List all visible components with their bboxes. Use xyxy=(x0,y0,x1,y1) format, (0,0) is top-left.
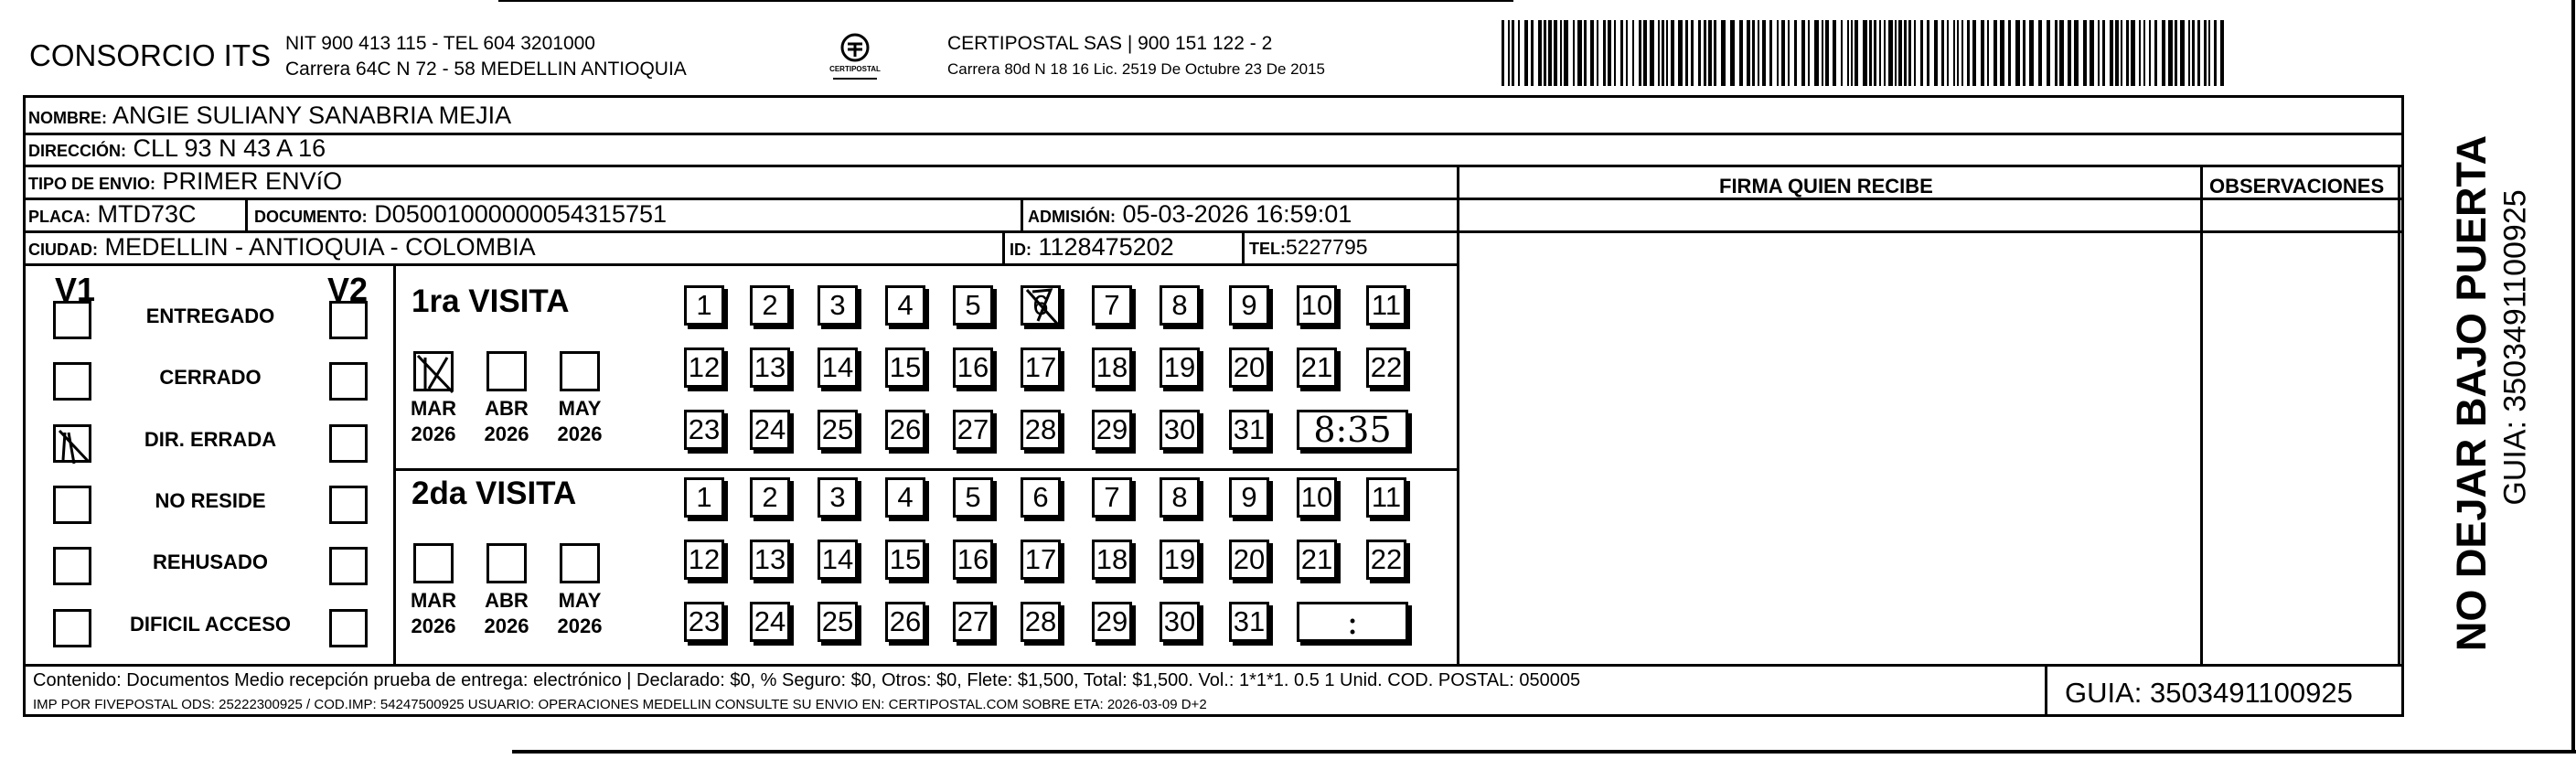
day-box[interactable]: 14 xyxy=(818,347,858,388)
day-box[interactable]: 17 xyxy=(1021,347,1061,388)
scan-edge-right xyxy=(2571,0,2575,754)
name-label: NOMBRE: xyxy=(28,109,107,127)
day-box[interactable]: 23 xyxy=(684,410,724,450)
barcode-bar xyxy=(1914,20,1916,86)
barcode-bar xyxy=(1678,20,1683,86)
status-label: ENTREGADO xyxy=(145,305,275,327)
barcode-bar xyxy=(1721,20,1726,86)
barcode-bar xyxy=(1747,20,1750,86)
day-box[interactable]: 11 xyxy=(1366,285,1406,326)
observations-header: OBSERVACIONES xyxy=(2209,175,2385,198)
barcode-bar xyxy=(2168,20,2173,86)
barcode-bar xyxy=(2023,20,2026,86)
tracking-barcode xyxy=(1502,20,2224,86)
barcode-bar xyxy=(1662,20,1664,86)
no-under-door-notice: NO DEJAR BAJO PUERTA xyxy=(2448,134,2495,652)
v2-checkbox[interactable] xyxy=(329,424,368,463)
barcode-bar xyxy=(1564,20,1568,86)
barcode-bar xyxy=(1874,20,1876,86)
barcode-bar xyxy=(1972,20,1976,86)
day-box[interactable]: 7 xyxy=(1092,285,1132,326)
barcode-bar xyxy=(2188,20,2190,86)
barcode-bar xyxy=(1801,20,1805,86)
observations-area[interactable] xyxy=(2204,201,2397,663)
plate-value: MTD73C xyxy=(97,200,197,228)
v2-header: V2 xyxy=(327,271,369,308)
barcode-bar xyxy=(1708,20,1712,86)
month-label: MAR xyxy=(410,589,457,612)
day-box[interactable]: 30 xyxy=(1160,410,1200,450)
day-box[interactable]: 15 xyxy=(885,540,925,580)
document-cell xyxy=(254,200,667,229)
barcode-bar xyxy=(1895,20,1897,86)
month-checkbox[interactable] xyxy=(413,543,454,583)
v2-checkbox[interactable] xyxy=(329,609,368,647)
day-box[interactable]: 26 xyxy=(885,410,925,450)
recipient-address: CLL 93 N 43 A 16 xyxy=(133,134,326,162)
day-box[interactable]: 13 xyxy=(750,540,790,580)
barcode-bar xyxy=(2008,20,2011,86)
day-box[interactable]: 31 xyxy=(1229,410,1269,450)
city-label: CIUDAD: xyxy=(28,241,98,259)
company-nit: NIT 900 413 115 - TEL 604 3201000 xyxy=(285,33,595,54)
barcode-bar xyxy=(1548,20,1552,86)
signature-header: FIRMA QUIEN RECIBE xyxy=(1719,175,1933,198)
day-box[interactable]: 29 xyxy=(1092,602,1132,642)
admission-cell xyxy=(1028,200,1352,229)
barcode-bar xyxy=(1584,20,1587,86)
v1-checkbox[interactable] xyxy=(53,424,91,463)
status-label: DIR. ERRADA xyxy=(144,428,277,451)
barcode-bar xyxy=(1863,20,1867,86)
plate-cell xyxy=(28,200,197,229)
day-box[interactable]: 28 xyxy=(1021,602,1061,642)
document-label: DOCUMENTO: xyxy=(254,208,368,226)
scan-edge-bottom xyxy=(512,750,2576,754)
barcode-bar xyxy=(2059,20,2064,86)
day-box[interactable]: 16 xyxy=(953,540,993,580)
day-box[interactable]: 19 xyxy=(1160,347,1200,388)
barcode-bar xyxy=(1788,20,1790,86)
city-value: MEDELLIN - ANTIOQUIA - COLOMBIA xyxy=(104,233,536,261)
barcode-bar xyxy=(1518,20,1520,86)
name-row xyxy=(28,102,511,130)
day-box[interactable]: 28 xyxy=(1021,410,1061,450)
barcode-bar xyxy=(1927,20,1929,86)
side-guide-number: GUIA: 3503491100925 xyxy=(2497,189,2533,506)
barcode-bar xyxy=(1908,20,1911,86)
v1-checkbox[interactable] xyxy=(53,486,91,524)
barcode-bar xyxy=(1650,20,1654,86)
second-visit-title: 2da VISITA xyxy=(412,476,577,511)
day-box[interactable]: 15 xyxy=(885,347,925,388)
day-box[interactable]: 17 xyxy=(1021,540,1061,580)
barcode-bar xyxy=(2090,20,2094,86)
certipostal-logo xyxy=(828,31,882,82)
barcode-bar xyxy=(1639,20,1641,86)
v2-checkbox[interactable] xyxy=(329,362,368,401)
barcode-bar xyxy=(1502,20,1504,86)
day-box[interactable]: 10 xyxy=(1297,477,1337,518)
id-label: ID: xyxy=(1010,241,1031,259)
day-box[interactable]: 14 xyxy=(818,540,858,580)
year-label: 2026 xyxy=(484,422,529,445)
barcode-bar xyxy=(1758,20,1759,86)
month-label: ABR xyxy=(485,397,529,420)
month-checkbox[interactable] xyxy=(413,351,454,391)
barcode-bar xyxy=(2126,20,2129,86)
month-checkbox[interactable] xyxy=(486,351,527,391)
barcode-bar xyxy=(2139,20,2141,86)
barcode-bar xyxy=(2180,20,2185,86)
day-box[interactable]: 5 xyxy=(953,477,993,518)
day-box[interactable]: 9 xyxy=(1229,285,1269,326)
day-box[interactable]: 10 xyxy=(1297,285,1337,326)
barcode-bar xyxy=(1597,20,1598,86)
year-label: 2026 xyxy=(411,422,456,445)
v2-checkbox[interactable] xyxy=(329,547,368,585)
barcode-bar xyxy=(2083,20,2087,86)
barcode-bar xyxy=(1573,20,1575,86)
second-visit-time[interactable]: : xyxy=(1297,602,1408,642)
month-checkbox[interactable] xyxy=(560,543,600,583)
first-visit-time[interactable]: 8:35 xyxy=(1297,410,1408,450)
print-info-line: IMP POR FIVEPOSTAL ODS: 25222300925 / COD.IMP: 54247500925 USUARIO: OPERACIONES MEDELLIN CONSULTE SU ENVIO EN: CERTIPOSTAL.COM SOBRE ETA: 2026-03-09 D+2 xyxy=(33,697,1207,712)
barcode-bar xyxy=(1814,20,1819,86)
barcode-bar xyxy=(1643,20,1647,86)
day-box[interactable]: 22 xyxy=(1366,540,1406,580)
day-box[interactable]: 11 xyxy=(1366,477,1406,518)
barcode-bar xyxy=(2115,20,2119,86)
shipment-label: TIPO DE ENVIO: xyxy=(28,175,156,193)
day-box[interactable]: 18 xyxy=(1092,540,1132,580)
barcode-bar xyxy=(1777,20,1779,86)
barcode-bar xyxy=(1524,20,1528,86)
barcode-bar xyxy=(2214,20,2217,86)
day-box[interactable]: 13 xyxy=(750,347,790,388)
barcode-bar xyxy=(1762,20,1766,86)
barcode-bar xyxy=(2102,20,2105,86)
day-box[interactable]: 20 xyxy=(1229,540,1269,580)
day-box[interactable]: 9 xyxy=(1229,477,1269,518)
barcode-bar xyxy=(1769,20,1772,86)
barcode-bar xyxy=(1879,20,1881,86)
day-box[interactable]: 27 xyxy=(953,602,993,642)
barcode-bar xyxy=(1961,20,1963,86)
barcode-bar xyxy=(1904,20,1907,86)
status-label: DIFICIL ACCESO xyxy=(129,613,291,636)
barcode-bar xyxy=(2029,20,2034,86)
barcode-bar xyxy=(1691,20,1694,86)
barcode-bar xyxy=(1825,20,1829,86)
barcode-bar xyxy=(2143,20,2145,86)
scan-edge-top xyxy=(498,0,1513,2)
barcode-bar xyxy=(2154,20,2157,86)
barcode-bar xyxy=(2121,20,2122,86)
v1-checkbox[interactable] xyxy=(53,362,91,401)
tel-label: TEL: xyxy=(1249,240,1286,258)
barcode-bar xyxy=(1538,20,1542,86)
barcode-bar xyxy=(2047,20,2050,86)
id-cell xyxy=(1010,233,1174,262)
plate-label: PLACA: xyxy=(28,208,91,226)
barcode-bar xyxy=(2220,20,2224,86)
barcode-bar xyxy=(1714,20,1716,86)
month-label: ABR xyxy=(485,589,529,612)
day-box[interactable]: 21 xyxy=(1297,540,1337,580)
day-box[interactable]: 2 xyxy=(750,477,790,518)
barcode-bar xyxy=(1851,20,1853,86)
city-cell xyxy=(28,233,536,262)
day-box[interactable]: 1 xyxy=(684,477,724,518)
barcode-bar xyxy=(1884,20,1886,86)
barcode-bar xyxy=(1869,20,1872,86)
barcode-bar xyxy=(2038,20,2042,86)
admission-label: ADMISIÓN: xyxy=(1028,208,1116,226)
contents-line: Contenido: Documentos Medio recepción prueba de entrega: electrónico | Declarado: $0, % Seguro: $0, Otros: $0, Flete: $1,500, Total: $1,500. Vol.: 1*1*1. 0.5 1 Unid. COD. POSTAL: 050005 xyxy=(33,670,1581,690)
day-box[interactable]: 19 xyxy=(1160,540,1200,580)
day-box[interactable]: 7 xyxy=(1092,477,1132,518)
barcode-bar xyxy=(1554,20,1557,86)
barcode-bar xyxy=(1685,20,1688,86)
barcode-bar xyxy=(1833,20,1836,86)
day-box[interactable]: 24 xyxy=(750,602,790,642)
day-box[interactable]: 31 xyxy=(1229,602,1269,642)
id-value: 1128475202 xyxy=(1038,233,1174,261)
barcode-bar xyxy=(2197,20,2200,86)
barcode-bar xyxy=(1577,20,1582,86)
barcode-bar xyxy=(1855,20,1858,86)
day-box[interactable]: 1 xyxy=(684,285,724,326)
day-box[interactable]: 5 xyxy=(953,285,993,326)
barcode-bar xyxy=(2131,20,2135,86)
day-box[interactable] xyxy=(1021,285,1061,326)
v2-checkbox[interactable] xyxy=(329,486,368,524)
day-box[interactable]: 4 xyxy=(885,285,925,326)
day-box[interactable]: 25 xyxy=(818,410,858,450)
v1-checkbox[interactable] xyxy=(53,547,91,585)
day-box[interactable]: 27 xyxy=(953,410,993,450)
day-box[interactable]: 23 xyxy=(684,602,724,642)
month-label: MAR xyxy=(410,397,457,420)
barcode-bar xyxy=(1614,20,1616,86)
address-label: DIRECCIÓN: xyxy=(28,142,126,160)
admission-value: 05-03-2026 16:59:01 xyxy=(1122,200,1352,228)
day-box[interactable]: 8 xyxy=(1160,477,1200,518)
v2-checkbox[interactable] xyxy=(329,301,368,339)
company-name: CONSORCIO ITS xyxy=(29,38,272,72)
day-box[interactable]: 12 xyxy=(684,347,724,388)
barcode-bar xyxy=(1730,20,1735,86)
tel-cell xyxy=(1249,235,1368,260)
document-value: D05001000000054315751 xyxy=(374,200,668,228)
address-row xyxy=(28,134,326,163)
barcode-bar xyxy=(1981,20,1984,86)
day-box[interactable]: 30 xyxy=(1160,602,1200,642)
day-box[interactable]: 8 xyxy=(1160,285,1200,326)
barcode-bar xyxy=(1941,20,1944,86)
barcode-bar xyxy=(1752,20,1755,86)
status-label: CERRADO xyxy=(159,366,262,389)
barcode-bar xyxy=(1704,20,1706,86)
barcode-bar xyxy=(2074,20,2079,86)
company-address: Carrera 64C N 72 - 58 MEDELLIN ANTIOQUIA xyxy=(285,59,687,80)
barcode-bar xyxy=(2149,20,2151,86)
barcode-bar xyxy=(1888,20,1893,86)
barcode-bar xyxy=(2162,20,2165,86)
month-label: MAY xyxy=(558,589,602,612)
v1-header: V1 xyxy=(55,271,96,308)
shipment-type: PRIMER ENVíO xyxy=(162,167,343,195)
barcode-bar xyxy=(2192,20,2195,86)
barcode-bar xyxy=(1671,20,1674,86)
barcode-bar xyxy=(1822,20,1823,86)
day-box[interactable]: 25 xyxy=(818,602,858,642)
day-box[interactable]: 24 xyxy=(750,410,790,450)
barcode-bar xyxy=(1603,20,1606,86)
barcode-bar xyxy=(2068,20,2071,86)
day-box[interactable]: 4 xyxy=(885,477,925,518)
day-box[interactable]: 12 xyxy=(684,540,724,580)
day-box[interactable]: 18 xyxy=(1092,347,1132,388)
status-label: NO RESIDE xyxy=(155,489,266,512)
barcode-bar xyxy=(1698,20,1701,86)
year-label: 2026 xyxy=(484,615,529,637)
footer-guide-number: GUIA: 3503491100925 xyxy=(2065,677,2353,709)
barcode-bar xyxy=(1947,20,1949,86)
day-box[interactable]: 26 xyxy=(885,602,925,642)
barcode-bar xyxy=(1739,20,1743,86)
barcode-bar xyxy=(1808,20,1810,86)
month-checkbox[interactable] xyxy=(560,351,600,391)
status-label: REHUSADO xyxy=(153,551,268,573)
svg-text:CERTIPOSTAL: CERTIPOSTAL xyxy=(829,65,881,73)
year-label: 2026 xyxy=(411,615,456,637)
v1-checkbox[interactable] xyxy=(53,609,91,647)
day-box[interactable]: 3 xyxy=(818,477,858,518)
barcode-bar xyxy=(2000,20,2004,86)
barcode-bar xyxy=(1898,20,1902,86)
barcode-bar xyxy=(1508,20,1510,86)
barcode-bar xyxy=(1794,20,1797,86)
day-box[interactable]: 2 xyxy=(750,285,790,326)
barcode-bar xyxy=(1620,20,1623,86)
barcode-bar xyxy=(1626,20,1628,86)
day-number: 6 xyxy=(1032,289,1049,321)
barcode-bar xyxy=(1560,20,1562,86)
barcode-bar xyxy=(1993,20,1997,86)
day-box[interactable]: 3 xyxy=(818,285,858,326)
barcode-bar xyxy=(1847,20,1849,86)
barcode-bar xyxy=(1841,20,1843,86)
barcode-bar xyxy=(2110,20,2113,86)
barcode-bar xyxy=(1934,20,1938,86)
month-label: MAY xyxy=(558,397,602,420)
barcode-bar xyxy=(2208,20,2210,86)
first-visit-title: 1ra VISITA xyxy=(412,283,570,319)
barcode-bar xyxy=(1920,20,1923,86)
barcode-bar xyxy=(1666,20,1668,86)
month-checkbox[interactable] xyxy=(486,543,527,583)
barcode-bar xyxy=(1632,20,1634,86)
v1-checkbox[interactable] xyxy=(53,301,91,339)
barcode-bar xyxy=(1957,20,1959,86)
signature-area[interactable] xyxy=(1460,201,2199,663)
barcode-bar xyxy=(2175,20,2177,86)
year-label: 2026 xyxy=(557,615,603,637)
barcode-bar xyxy=(2098,20,2100,86)
barcode-bar xyxy=(2015,20,2020,86)
day-box[interactable]: 20 xyxy=(1229,347,1269,388)
tel-value: 5227795 xyxy=(1286,235,1368,259)
day-box[interactable]: 29 xyxy=(1092,410,1132,450)
shipment-row xyxy=(28,167,342,196)
day-box[interactable]: 21 xyxy=(1297,347,1337,388)
barcode-bar xyxy=(1544,20,1546,86)
barcode-bar xyxy=(1512,20,1514,86)
carrier-name: CERTIPOSTAL SAS | 900 151 122 - 2 xyxy=(947,33,1273,54)
barcode-bar xyxy=(1953,20,1955,86)
barcode-bar xyxy=(2204,20,2207,86)
barcode-bar xyxy=(1987,20,1989,86)
barcode-bar xyxy=(1967,20,1970,86)
barcode-bar xyxy=(1590,20,1594,86)
barcode-bar xyxy=(1781,20,1785,86)
barcode-bar xyxy=(1531,20,1534,86)
year-label: 2026 xyxy=(557,422,603,445)
recipient-name: ANGIE SULIANY SANABRIA MEJIA xyxy=(112,102,512,129)
carrier-license: Carrera 80d N 18 16 Lic. 2519 De Octubre 23 De 2015 xyxy=(947,60,1325,78)
barcode-bar xyxy=(2055,20,2058,86)
day-box[interactable]: 16 xyxy=(953,347,993,388)
day-check-mark xyxy=(1023,288,1064,328)
barcode-bar xyxy=(1658,20,1660,86)
day-box[interactable]: 22 xyxy=(1366,347,1406,388)
barcode-bar xyxy=(1608,20,1611,86)
day-box[interactable]: 6 xyxy=(1021,477,1061,518)
